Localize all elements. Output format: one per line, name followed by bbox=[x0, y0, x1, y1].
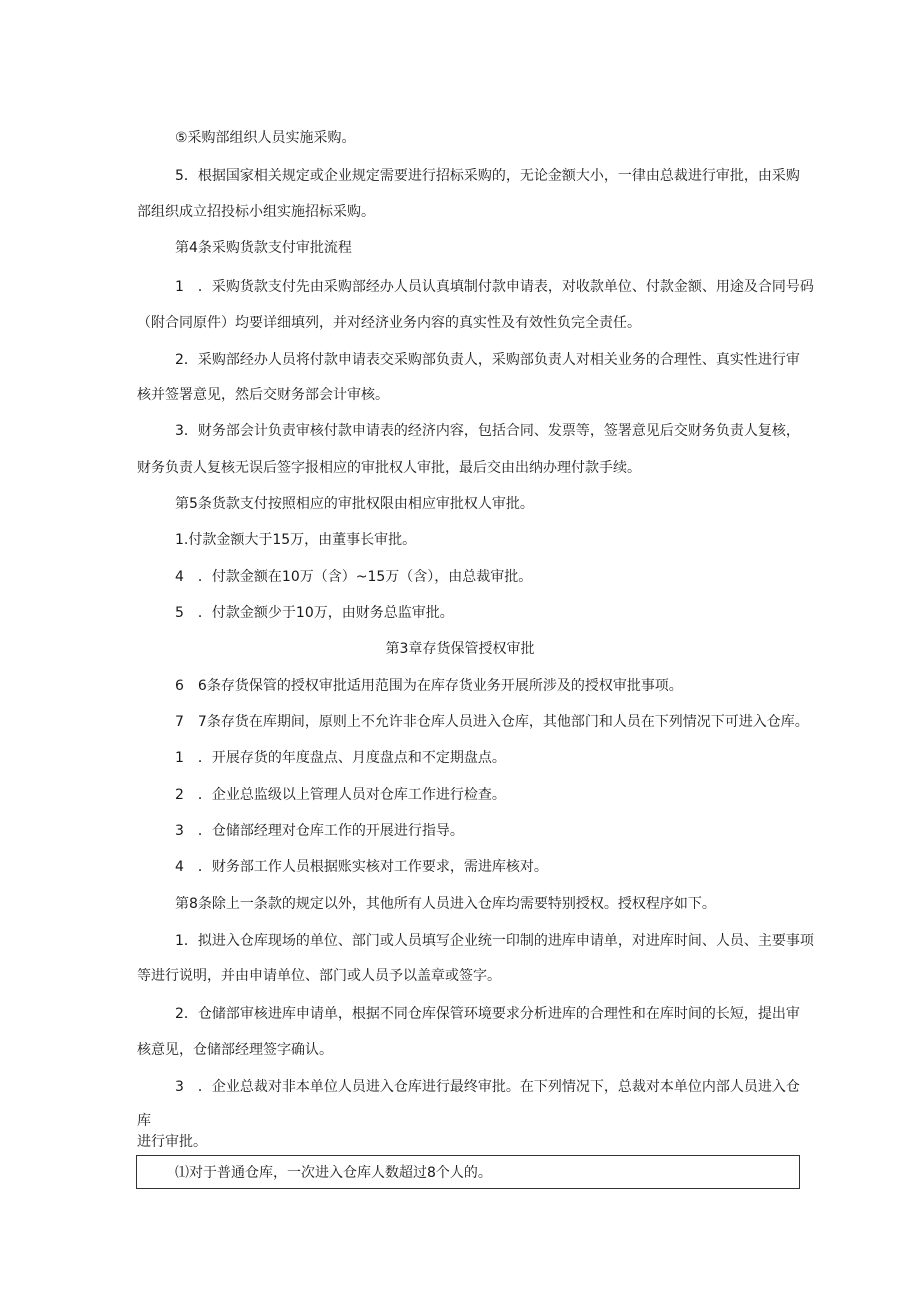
text-line: 5 ．付款金额少于10万，由财务总监审批。 bbox=[175, 605, 454, 621]
text-line: 4 ．付款金额在10万（含）~15万（含），由总裁审批。 bbox=[175, 569, 533, 585]
text-line: 等进行说明，并由申请单位、部门或人员予以盖章或签字。 bbox=[137, 968, 501, 984]
chapter-title: 第3章存货保管授权审批 bbox=[385, 641, 535, 657]
text-line: 1 ．开展存货的年度盘点、月度盘点和不定期盘点。 bbox=[175, 750, 506, 766]
text-line: 核意见，仓储部经理签字确认。 bbox=[137, 1042, 333, 1058]
text-line: 2．采购部经办人员将付款申请表交采购部负责人，采购部负责人对相关业务的合理性、真实性进行审 bbox=[175, 352, 800, 368]
text-line: 1 ．采购货款支付先由采购部经办人员认真填制付款申请表，对收款单位、付款金额、用途及合同号码 bbox=[175, 279, 814, 295]
text-line: ⑤采购部组织人员实施采购。 bbox=[175, 130, 356, 146]
boxed-item-text: ⑴对于普通仓库，一次进入仓库人数超过8个人的。 bbox=[175, 1165, 492, 1181]
text-line: 3．财务部会计负责审核付款申请表的经济内容，包括合同、发票等，签署意见后交财务负责人复核， bbox=[175, 423, 800, 439]
section-heading: 第5条货款支付按照相应的审批权限由相应审批权人审批。 bbox=[175, 496, 534, 512]
text-line: 2 ．企业总监级以上管理人员对仓库工作进行检查。 bbox=[175, 787, 506, 803]
text-line: 财务负责人复核无误后签字报相应的审批权人审批，最后交由出纳办理付款手续。 bbox=[137, 460, 641, 476]
text-line: 库 bbox=[137, 1113, 151, 1129]
text-line: 1．拟进入仓库现场的单位、部门或人员填写企业统一印制的进库申请单，对进库时间、人员、主要事项 bbox=[175, 933, 814, 949]
text-line: 4 ．财务部工作人员根据账实核对工作要求，需进库核对。 bbox=[175, 859, 548, 875]
text-line: 7 7条存货在库期间，原则上不允许非仓库人员进入仓库，其他部门和人员在下列情况下可进入仓库。 bbox=[175, 714, 809, 730]
text-line: （附合同原件）均要详细填列，并对经济业务内容的真实性及有效性负完全责任。 bbox=[137, 315, 641, 331]
text-line: 3 ．企业总裁对非本单位人员进入仓库进行最终审批。在下列情况下，总裁对本单位内部人员进入仓 bbox=[175, 1079, 800, 1095]
section-heading: 第8条除上一条款的规定以外，其他所有人员进入仓库均需要特别授权。授权程序如下。 bbox=[175, 896, 716, 912]
text-line: 核并签署意见，然后交财务部会计审核。 bbox=[137, 387, 389, 403]
text-line: 1.付款金额大于15万，由董事长审批。 bbox=[175, 532, 417, 548]
text-line: 3 ．仓储部经理对仓库工作的开展进行指导。 bbox=[175, 823, 464, 839]
text-line: 2．仓储部审核进库申请单，根据不同仓库保管环境要求分析进库的合理性和在库时间的长短，提出审 bbox=[175, 1006, 800, 1022]
section-heading: 第4条采购货款支付审批流程 bbox=[175, 240, 352, 256]
text-line: 进行审批。 bbox=[137, 1134, 207, 1150]
text-line: 部组织成立招投标小组实施招标采购。 bbox=[137, 204, 375, 220]
text-line: 6 6条存货保管的授权审批适用范围为在库存货业务开展所涉及的授权审批事项。 bbox=[175, 678, 683, 694]
boxed-list-item bbox=[136, 1155, 800, 1189]
text-line: 5．根据国家相关规定或企业规定需要进行招标采购的，无论金额大小，一律由总裁进行审批，由采购 bbox=[175, 168, 800, 184]
